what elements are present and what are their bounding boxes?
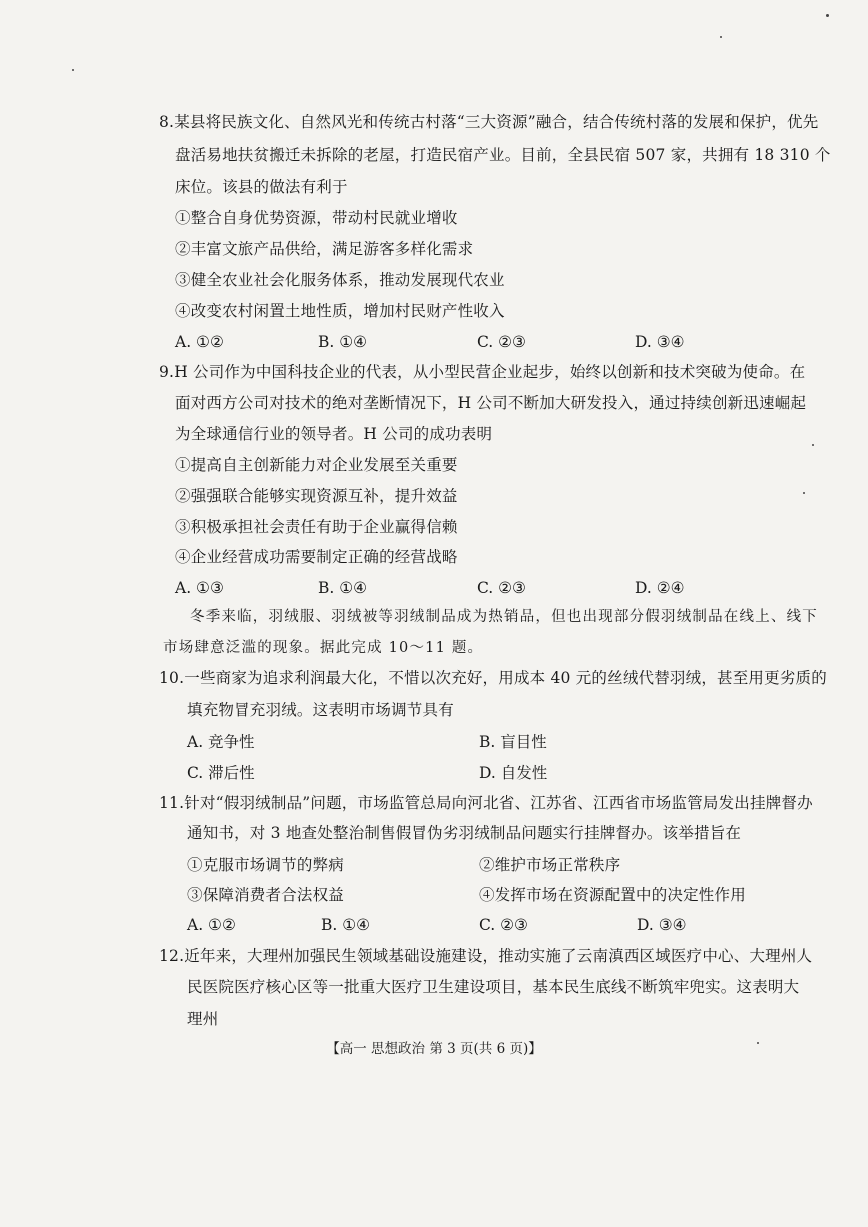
q10-option-b: B. 盲目性 (479, 733, 547, 751)
scan-speck (803, 492, 805, 494)
q12-stem-line-3: 理州 (187, 1010, 219, 1028)
q9-option-b: B. ①④ (318, 579, 368, 597)
q12-stem-line-1: 12.近年来，大理州加强民生领域基础设施建设，推动实施了云南滇西区域医疗中心、大理州人 (159, 947, 813, 965)
scan-speck (72, 69, 74, 71)
q10-option-a: A. 竞争性 (187, 733, 255, 751)
q9-stem-line-3: 为全球通信行业的领导者。H 公司的成功表明 (175, 425, 493, 443)
q9-item-1: ①提高自主创新能力对企业发展至关重要 (175, 456, 458, 474)
q11-item-1: ①克服市场调节的弊病 (187, 856, 345, 874)
q10-stem-line-2: 填充物冒充羽绒。这表明市场调节具有 (187, 701, 454, 719)
material-line-1: 冬季来临，羽绒服、羽绒被等羽绒制品成为热销品，但也出现部分假羽绒制品在线上、线下 (190, 609, 818, 625)
q11-stem-line-1: 11.针对“假羽绒制品”问题，市场监管总局向河北省、江苏省、江西省市场监管局发出挂牌督办 (159, 794, 813, 812)
q9-item-3: ③积极承担社会责任有助于企业赢得信赖 (175, 518, 458, 536)
q11-option-a: A. ①② (187, 916, 236, 934)
page-footer: 【高一 思想政治 第 3 页(共 6 页)】 (326, 1041, 542, 1057)
q9-option-a: A. ①③ (175, 579, 224, 597)
q8-stem-line-1: 8.某县将民族文化、自然风光和传统古村落“三大资源”融合，结合传统村落的发展和保护，优先 (159, 113, 819, 131)
scan-speck (826, 14, 829, 17)
scan-speck (720, 36, 722, 38)
q8-item-3: ③健全农业社会化服务体系，推动发展现代农业 (175, 271, 505, 289)
q11-option-d: D. ③④ (637, 916, 687, 934)
q9-stem-line-1: 9.H 公司作为中国科技企业的代表，从小型民营企业起步，始终以创新和技术突破为使命。在 (159, 363, 806, 381)
q11-item-3: ③保障消费者合法权益 (187, 886, 345, 904)
q10-option-c: C. 滞后性 (187, 764, 255, 782)
q9-stem-line-2: 面对西方公司对技术的绝对垄断情况下，H 公司不断加大研发投入，通过持续创新迅速崛起 (175, 394, 807, 412)
q8-option-c: C. ②③ (477, 333, 526, 351)
q9-option-c: C. ②③ (477, 579, 526, 597)
q9-option-d: D. ②④ (635, 579, 685, 597)
scan-speck (757, 1042, 759, 1044)
q8-option-b: B. ①④ (318, 333, 368, 351)
material-line-2: 市场肆意泛滥的现象。据此完成 10～11 题。 (163, 640, 484, 656)
q11-item-4: ④发挥市场在资源配置中的决定性作用 (479, 886, 746, 904)
scan-speck (812, 444, 814, 446)
q8-option-a: A. ①② (175, 333, 224, 351)
q8-item-4: ④改变农村闲置土地性质，增加村民财产性收入 (175, 302, 505, 320)
q8-item-1: ①整合自身优势资源，带动村民就业增收 (175, 209, 458, 227)
q11-option-c: C. ②③ (479, 916, 528, 934)
q11-option-b: B. ①④ (321, 916, 371, 934)
q12-stem-line-2: 民医院医疗核心区等一批重大医疗卫生建设项目，基本民生底线不断筑牢兜实。这表明大 (187, 978, 800, 996)
q11-item-2: ②维护市场正常秩序 (479, 856, 621, 874)
q10-option-d: D. 自发性 (479, 764, 548, 782)
q10-stem-line-1: 10.一些商家为追求利润最大化，不惜以次充好，用成本 40 元的丝绒代替羽绒，甚至用更劣质的 (159, 669, 827, 687)
q8-stem-line-3: 床位。该县的做法有利于 (175, 178, 348, 196)
q8-item-2: ②丰富文旅产品供给，满足游客多样化需求 (175, 240, 474, 258)
q9-item-2: ②强强联合能够实现资源互补，提升效益 (175, 487, 458, 505)
q9-item-4: ④企业经营成功需要制定正确的经营战略 (175, 548, 458, 566)
q8-stem-line-2: 盘活易地扶贫搬迁未拆除的老屋，打造民宿产业。目前，全县民宿 507 家，共拥有 18 310 个 (175, 146, 831, 164)
q8-option-d: D. ③④ (635, 333, 685, 351)
q11-stem-line-2: 通知书，对 3 地查处整治制售假冒伪劣羽绒制品问题实行挂牌督办。该举措旨在 (187, 824, 742, 842)
